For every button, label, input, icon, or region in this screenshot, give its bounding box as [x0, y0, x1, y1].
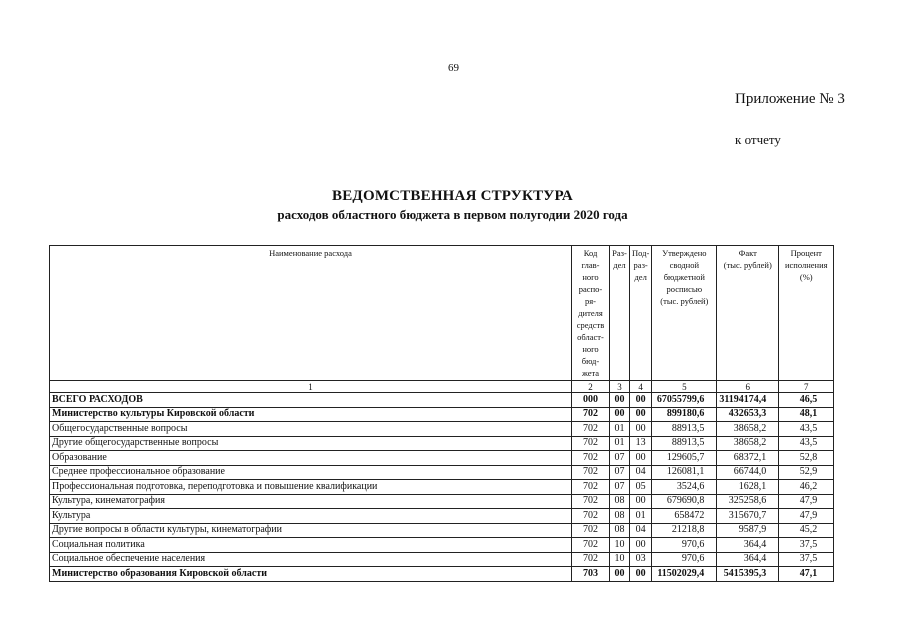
- header-code-line: Код: [583, 248, 598, 258]
- row-plan-cell: 679690,8: [652, 494, 717, 509]
- row-razdel-cell: 00: [610, 393, 630, 408]
- row-name-cell: Культура: [50, 509, 572, 524]
- row-podrazdel-cell: 00: [630, 494, 652, 509]
- row-percent-cell: 46,5: [779, 393, 834, 408]
- header-razdel-line: Раз-: [612, 248, 627, 258]
- table-row: [50, 451, 834, 466]
- header-plan-line: (тыс. рублей): [660, 296, 709, 306]
- header-code-line: жета: [581, 368, 600, 378]
- header-code-line: глав-: [581, 260, 600, 270]
- row-fact-cell: 364,4: [717, 552, 779, 567]
- row-plan-cell: 658472: [652, 509, 717, 524]
- column-number: 1: [50, 381, 572, 393]
- row-code-cell: 702: [572, 436, 610, 451]
- row-fact-cell: 5415395,3: [717, 567, 779, 582]
- table-row: [50, 567, 834, 582]
- row-podrazdel-cell: 01: [630, 509, 652, 524]
- table-body: [50, 393, 834, 582]
- row-percent-cell: 52,9: [779, 465, 834, 480]
- row-code-cell: 703: [572, 567, 610, 582]
- row-razdel-cell: 10: [610, 552, 630, 567]
- header-percent-line: Процент: [790, 248, 822, 258]
- row-podrazdel-cell: 00: [630, 567, 652, 582]
- column-number-row: [50, 381, 834, 393]
- row-razdel-cell: 01: [610, 436, 630, 451]
- document-subtitle: расходов областного бюджета в первом полугодии 2020 года: [277, 207, 628, 222]
- header-percent-line: (%): [799, 272, 813, 282]
- row-code-cell: 702: [572, 538, 610, 553]
- row-name-cell: Социальное обеспечение населения: [50, 552, 572, 567]
- table-row: [50, 494, 834, 509]
- row-podrazdel-cell: 00: [630, 422, 652, 437]
- row-podrazdel-cell: 04: [630, 465, 652, 480]
- row-name-cell: Другие вопросы в области культуры, кинематографии: [50, 523, 572, 538]
- row-razdel-cell: 08: [610, 523, 630, 538]
- appendix-title: Приложение № 3: [735, 91, 845, 107]
- row-percent-cell: 43,5: [779, 436, 834, 451]
- row-fact-cell: 432653,3: [717, 407, 779, 422]
- row-podrazdel-cell: 00: [630, 393, 652, 408]
- row-fact-cell: 9587,9: [717, 523, 779, 538]
- row-name-cell: Профессиональная подготовка, переподготовка и повышение квалификации: [50, 480, 572, 495]
- header-percent: [779, 246, 834, 381]
- page-number: 69: [448, 62, 459, 74]
- row-plan-cell: 3524,6: [652, 480, 717, 495]
- header-plan-line: Утверждено: [662, 248, 707, 258]
- table-row: [50, 480, 834, 495]
- row-fact-cell: 315670,7: [717, 509, 779, 524]
- row-plan-cell: 970,6: [652, 552, 717, 567]
- row-fact-cell: 68372,1: [717, 451, 779, 466]
- header-plan-line: росписью: [666, 284, 703, 294]
- header-code-line: ря-: [585, 296, 596, 306]
- row-name-cell: Другие общегосударственные вопросы: [50, 436, 572, 451]
- row-razdel-cell: 10: [610, 538, 630, 553]
- header-plan: [652, 246, 717, 381]
- row-fact-cell: 31194174,4: [717, 393, 779, 408]
- budget-table: [49, 245, 834, 582]
- row-name-cell: Министерство культуры Кировской области: [50, 407, 572, 422]
- row-podrazdel-cell: 04: [630, 523, 652, 538]
- header-code-line: област-: [577, 332, 604, 342]
- row-code-cell: 000: [572, 393, 610, 408]
- row-code-cell: 702: [572, 422, 610, 437]
- row-name-cell: Министерство образования Кировской области: [50, 567, 572, 582]
- row-name-cell: Образование: [50, 451, 572, 466]
- row-name-cell: Общегосударственные вопросы: [50, 422, 572, 437]
- row-plan-cell: 129605,7: [652, 451, 717, 466]
- table-row: [50, 407, 834, 422]
- row-razdel-cell: 07: [610, 480, 630, 495]
- row-percent-cell: 48,1: [779, 407, 834, 422]
- row-fact-cell: 325258,6: [717, 494, 779, 509]
- row-podrazdel-cell: 00: [630, 451, 652, 466]
- row-percent-cell: 47,1: [779, 567, 834, 582]
- row-plan-cell: 67055799,6: [652, 393, 717, 408]
- row-name-cell: Социальная политика: [50, 538, 572, 553]
- header-fact-line: Факт: [738, 248, 757, 258]
- header-razdel-line: дел: [613, 260, 626, 270]
- row-fact-cell: 66744,0: [717, 465, 779, 480]
- row-plan-cell: 126081,1: [652, 465, 717, 480]
- row-code-cell: 702: [572, 509, 610, 524]
- header-code-line: бюд-: [581, 356, 600, 366]
- table-row: [50, 509, 834, 524]
- column-number: 5: [652, 381, 717, 393]
- row-code-cell: 702: [572, 451, 610, 466]
- row-podrazdel-cell: 00: [630, 538, 652, 553]
- row-percent-cell: 43,5: [779, 422, 834, 437]
- header-plan-line: сводной: [669, 260, 700, 270]
- row-plan-cell: 88913,5: [652, 422, 717, 437]
- row-percent-cell: 47,9: [779, 509, 834, 524]
- header-code-line: дителя: [578, 308, 603, 318]
- row-name-cell: ВСЕГО РАСХОДОВ: [50, 393, 572, 408]
- row-podrazdel-cell: 05: [630, 480, 652, 495]
- header-code-line: ного: [582, 344, 599, 354]
- row-plan-cell: 21218,8: [652, 523, 717, 538]
- table-row: [50, 552, 834, 567]
- row-plan-cell: 899180,6: [652, 407, 717, 422]
- table-row: [50, 436, 834, 451]
- header-percent-line: исполнения: [784, 260, 828, 270]
- header-plan-line: бюджетной: [663, 272, 705, 282]
- header-name: Наименование расхода: [50, 246, 572, 381]
- header-code-line: средств: [576, 320, 605, 330]
- row-percent-cell: 46,2: [779, 480, 834, 495]
- header-code: [572, 246, 610, 381]
- header-podrazdel: [630, 246, 652, 381]
- row-podrazdel-cell: 00: [630, 407, 652, 422]
- row-fact-cell: 38658,2: [717, 436, 779, 451]
- row-code-cell: 702: [572, 552, 610, 567]
- table-header-row: [50, 246, 834, 381]
- header-razdel: [610, 246, 630, 381]
- document-title: ВЕДОМСТВЕННАЯ СТРУКТУРА: [332, 188, 573, 204]
- row-name-cell: Культура, кинематография: [50, 494, 572, 509]
- row-percent-cell: 37,5: [779, 552, 834, 567]
- column-number: 4: [630, 381, 652, 393]
- row-podrazdel-cell: 03: [630, 552, 652, 567]
- header-podrazdel-line: раз-: [633, 260, 648, 270]
- table-row: [50, 393, 834, 408]
- header-podrazdel-line: дел: [634, 272, 647, 282]
- column-number: 2: [572, 381, 610, 393]
- row-name-cell: Среднее профессиональное образование: [50, 465, 572, 480]
- row-razdel-cell: 00: [610, 407, 630, 422]
- row-razdel-cell: 01: [610, 422, 630, 437]
- row-razdel-cell: 00: [610, 567, 630, 582]
- table-row: [50, 538, 834, 553]
- header-fact-line: (тыс. рублей): [723, 260, 772, 270]
- table-row: [50, 422, 834, 437]
- row-razdel-cell: 07: [610, 451, 630, 466]
- row-code-cell: 702: [572, 407, 610, 422]
- header-fact: [717, 246, 779, 381]
- row-percent-cell: 37,5: [779, 538, 834, 553]
- appendix-subtitle: к отчету: [735, 132, 781, 147]
- row-razdel-cell: 08: [610, 494, 630, 509]
- row-percent-cell: 45,2: [779, 523, 834, 538]
- row-code-cell: 702: [572, 465, 610, 480]
- column-number: 3: [610, 381, 630, 393]
- row-plan-cell: 970,6: [652, 538, 717, 553]
- row-fact-cell: 1628,1: [717, 480, 779, 495]
- table-row: [50, 465, 834, 480]
- header-podrazdel-line: Под-: [632, 248, 650, 258]
- table-row: [50, 523, 834, 538]
- row-code-cell: 702: [572, 494, 610, 509]
- row-code-cell: 702: [572, 523, 610, 538]
- row-razdel-cell: 08: [610, 509, 630, 524]
- row-plan-cell: 88913,5: [652, 436, 717, 451]
- row-fact-cell: 364,4: [717, 538, 779, 553]
- column-number: 7: [779, 381, 834, 393]
- column-number: 6: [717, 381, 779, 393]
- row-fact-cell: 38658,2: [717, 422, 779, 437]
- row-plan-cell: 11502029,4: [652, 567, 717, 582]
- row-code-cell: 702: [572, 480, 610, 495]
- header-code-line: распо-: [578, 284, 603, 294]
- row-percent-cell: 52,8: [779, 451, 834, 466]
- row-razdel-cell: 07: [610, 465, 630, 480]
- row-percent-cell: 47,9: [779, 494, 834, 509]
- row-podrazdel-cell: 13: [630, 436, 652, 451]
- header-code-line: ного: [582, 272, 599, 282]
